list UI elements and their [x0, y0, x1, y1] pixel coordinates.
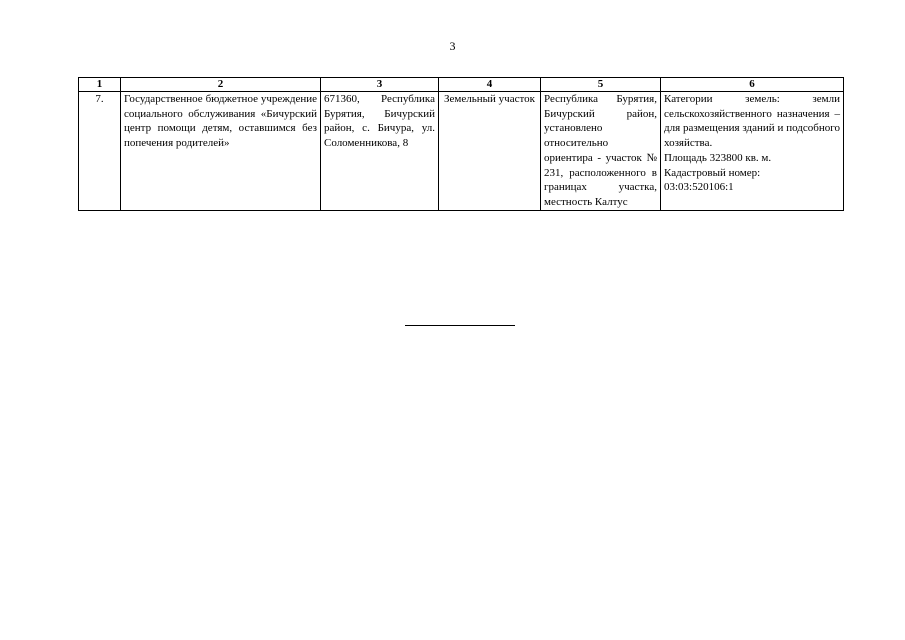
column-header-3: 3: [321, 78, 439, 92]
property-table: [78, 77, 844, 211]
table-row: [79, 92, 844, 211]
land-category-text: Категории земель: земли сельскохозяйственного назначения – для размещения зданий и подсобного хозяйства.: [664, 93, 840, 150]
row-number-cell: 7.: [79, 92, 121, 211]
institution-cell: Государственное бюджетное учреждение социального обслуживания «Бичурский центр помощи детям, оставшимся без попечения родителей»: [121, 92, 321, 211]
column-header-4: 4: [439, 78, 541, 92]
object-type-cell: Земельный участок: [439, 92, 541, 211]
characteristics-cell: [661, 92, 844, 211]
column-header-6: 6: [661, 78, 844, 92]
column-header-5: 5: [541, 78, 661, 92]
page-number: 3: [449, 39, 456, 53]
column-header-2: 2: [121, 78, 321, 92]
address-cell: 671360, Республика Бурятия, Бичурский район, с. Бичура, ул. Соломенникова, 8: [321, 92, 439, 211]
closing-rule: [405, 325, 515, 326]
header-row: [79, 78, 844, 92]
column-header-1: 1: [79, 78, 121, 92]
cadastral-number: 03:03:520106:1: [664, 181, 734, 194]
location-cell: Республика Бурятия, Бичурский район, установлено относительно ориентира - участок № 231, расположенного в границах участка, местность Калтус: [541, 92, 661, 211]
area-text: Площадь 323800 кв. м.: [664, 151, 772, 164]
cadastral-label: Кадастровый номер:: [664, 166, 761, 179]
